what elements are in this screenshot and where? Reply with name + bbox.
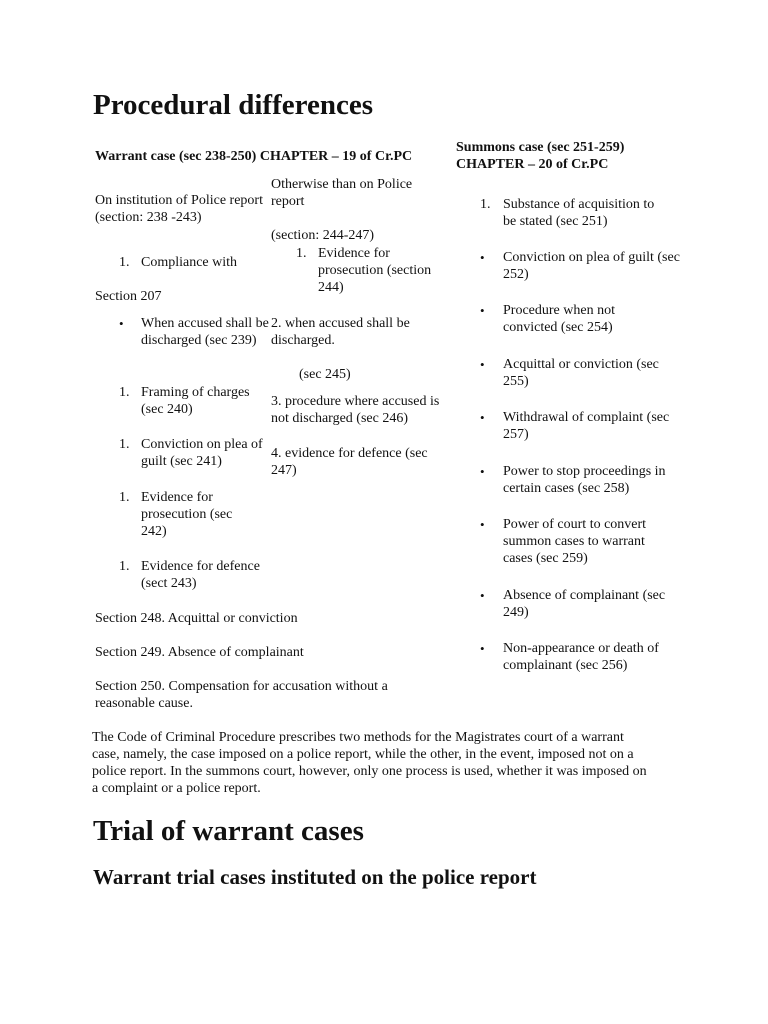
otherwise-list-item (296, 245, 448, 296)
otherwise-item-2: 2. when accused shall be discharged. (271, 316, 410, 348)
warrant-list-item (119, 384, 269, 418)
warrant-list-item (119, 489, 249, 540)
subsection-heading: Warrant trial cases instituted on the police report (93, 865, 537, 889)
warrant-list-item (119, 436, 269, 470)
summons-bullet-item (480, 409, 670, 443)
summons-bullet-item (480, 587, 670, 621)
bullet-icon: • (480, 641, 485, 656)
list-number: 1. (119, 490, 130, 505)
list-item-text: Conviction on plea of guilt (sec 241) (141, 437, 263, 469)
summons-column-heading: Summons case (sec 251-259) CHAPTER – 20 of Cr.PC (456, 140, 625, 172)
bullet-icon: • (480, 357, 485, 372)
list-item-text: Substance of acquisition to be stated (sec 251) (503, 197, 655, 229)
otherwise-item-3: 3. procedure where accused is not discharged (sec 246) (271, 394, 440, 426)
section-250: Section 250. Compensation for accusation without a reasonable cause. (95, 679, 388, 711)
section-207: Section 207 (95, 289, 162, 304)
bullet-icon: • (480, 410, 485, 425)
otherwise-item-4: 4. evidence for defence (sec 247) (271, 446, 428, 478)
section-249: Section 249. Absence of complainant (95, 645, 304, 660)
list-number: 1. (480, 197, 491, 212)
list-item-text: Acquittal or conviction (sec 255) (503, 357, 659, 389)
warrant-column-heading: Warrant case (sec 238-250) CHAPTER – 19 of Cr.PC (95, 149, 413, 164)
list-item-text: Evidence for prosecution (section 244) (318, 246, 432, 295)
summons-bullet-item (480, 356, 670, 390)
list-item-text: Evidence for prosecution (sec 242) (141, 490, 233, 539)
bullet-icon: • (480, 464, 485, 479)
otherwise-sec-245: (sec 245) (299, 367, 351, 382)
bullet-icon: • (480, 517, 485, 532)
summons-bullet-item (480, 516, 675, 567)
warrant-bullet-item (119, 315, 269, 349)
list-item-text: Non-appearance or death of complainant (sec 256) (503, 641, 659, 673)
list-item-text: Compliance with (141, 255, 238, 270)
warrant-intro: On institution of Police report (section: 238 -243) (95, 193, 263, 225)
list-number: 1. (296, 246, 307, 261)
list-item-text: Evidence for defence (sect 243) (141, 559, 260, 591)
bullet-icon: • (480, 588, 485, 603)
summons-list-item (480, 196, 670, 230)
bullet-icon: • (119, 316, 124, 331)
list-item-text: Procedure when not convicted (sec 254) (503, 303, 615, 335)
warrant-list-item (119, 254, 269, 271)
list-item-text: Conviction on plea of guilt (sec 252) (503, 250, 680, 282)
bullet-icon: • (480, 303, 485, 318)
bullet-icon: • (480, 250, 485, 265)
summons-bullet-item (480, 249, 680, 283)
section-heading: Trial of warrant cases (93, 815, 364, 847)
page-title: Procedural differences (93, 89, 373, 121)
list-item-text: Framing of charges (sec 240) (141, 385, 250, 417)
list-item-text: Power of court to convert summon cases to warrant cases (sec 259) (503, 517, 647, 566)
section-248: Section 248. Acquittal or conviction (95, 611, 298, 626)
list-item-text: Power to stop proceedings in certain cases (sec 258) (503, 464, 666, 496)
body-paragraph: The Code of Criminal Procedure prescribes two methods for the Magistrates court of a warrant case, namely, the case imposed on a police report, while the other, in the event, imposed not on a police report. In the summons court, however, only one process is used, whether it was imposed on a complaint or a police report. (92, 730, 647, 796)
warrant-list-item (119, 558, 269, 592)
summons-bullet-item (480, 302, 670, 336)
list-number: 1. (119, 385, 130, 400)
summons-bullet-item (480, 463, 675, 497)
list-number: 1. (119, 255, 130, 270)
list-number: 1. (119, 559, 130, 574)
summons-bullet-item (480, 640, 675, 674)
list-number: 1. (119, 437, 130, 452)
list-item-text: Absence of complainant (sec 249) (503, 588, 666, 620)
otherwise-section: (section: 244-247) (271, 228, 375, 243)
list-item-text: Withdrawal of complaint (sec 257) (503, 410, 670, 442)
otherwise-intro: Otherwise than on Police report (271, 177, 413, 209)
list-item-text: When accused shall be discharged (sec 239) (141, 316, 269, 348)
